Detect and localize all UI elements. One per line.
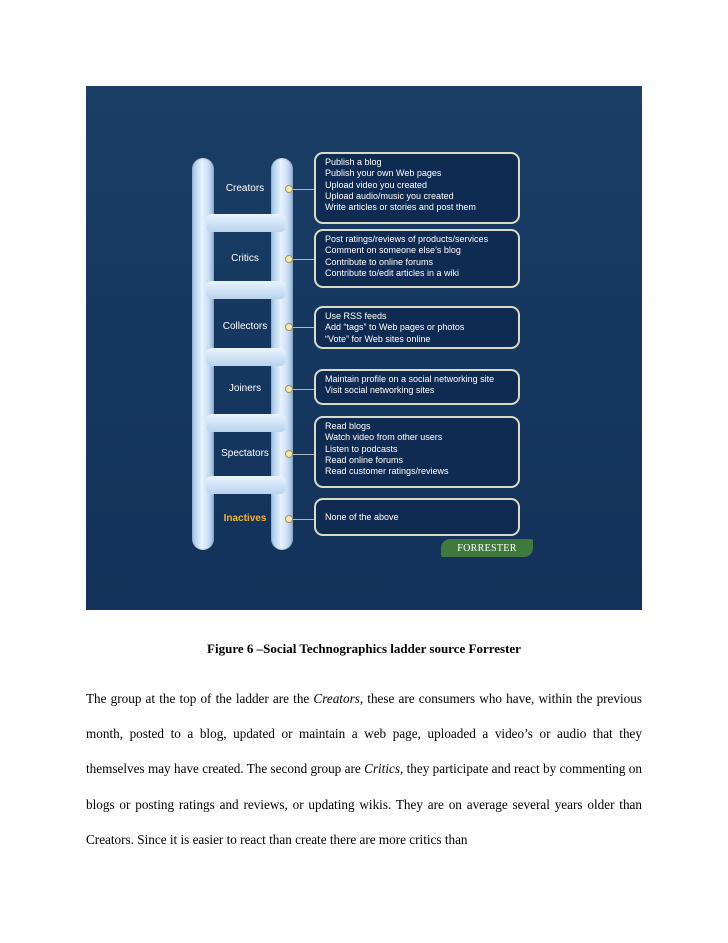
body-text-emphasis: Critics [364,761,400,777]
forrester-logo: FORRESTER [441,539,533,557]
box-item: Upload audio/music you created [325,190,454,201]
step-label-joiners: Joiners [228,383,262,394]
connector-dot [285,255,293,263]
box-item: None of the above [325,512,399,522]
step-label-inactives: Inactives [223,513,267,524]
box-item: Read blogs [325,421,371,431]
ladder-rung [206,348,286,366]
box-item: Add “tags” to Web pages or photos [325,322,465,333]
box-item: Comment on someone else’s blog [325,245,461,256]
box-item: Read online forums [325,454,404,465]
box-item: Write articles or stories and post them [325,202,476,213]
box-item: Visit social networking sites [325,385,435,396]
box-item: Upload video you created [325,179,428,190]
box-item: Publish your own Web pages [325,168,442,179]
connector-dot [285,385,293,393]
body-text-emphasis: Creators [313,691,360,706]
body-text-segment: The group at the top of the ladder are the [86,691,314,706]
ladder-figure [86,86,642,610]
step-label-spectators: Spectators [221,448,269,459]
box-item: Use RSS feeds [325,311,387,321]
ladder-rung [206,414,286,432]
box-item: Read customer ratings/reviews [325,466,449,477]
connector-line [293,389,315,390]
connector-line [293,327,315,328]
figure-caption: Figure 6 –Social Technographics ladder source Forrester [207,641,521,656]
box-item: Watch video from other users [325,432,443,443]
box-item: Listen to podcasts [325,443,398,454]
connector-dot [285,185,293,193]
box-critics [314,229,520,288]
connector-dot [285,515,293,523]
box-item: Contribute to online forums [325,256,434,267]
box-item: “Vote” for Web sites online [325,333,431,344]
body-text-segment: , they participate and react by commenting on blogs or posting ratings and reviews, or updating wikis. They are on average several years older than Creators. Since it is easier to react than create there are more critics than [86,761,642,847]
box-spectators [314,416,520,488]
connector-line [293,189,315,190]
box-item: Publish a blog [325,157,382,167]
box-collectors [314,306,520,349]
ladder-rung [206,476,286,494]
ladder-rung [206,281,286,299]
connector-line [293,519,315,520]
connector-dot [285,450,293,458]
box-creators [314,152,520,224]
step-label-critics: Critics [231,253,259,264]
ladder-rung [206,214,286,232]
box-inactives [314,498,520,536]
connector-dot [285,323,293,331]
box-item: Contribute to/edit articles in a wiki [325,267,460,278]
body-paragraph [86,681,642,857]
box-joiners [314,369,520,405]
step-label-collectors: Collectors [222,321,268,332]
box-item: Maintain profile on a social networking site [325,374,495,384]
connector-line [293,259,315,260]
box-item: Post ratings/reviews of products/services [325,234,489,244]
connector-line [293,454,315,455]
step-label-creators: Creators [225,183,265,194]
body-text-segment: , these are consumers who have, within the previous month, posted to a blog, updated or maintain a web page, uploaded a video’s or audio that they themselves may have created. The second group are [86,691,642,777]
